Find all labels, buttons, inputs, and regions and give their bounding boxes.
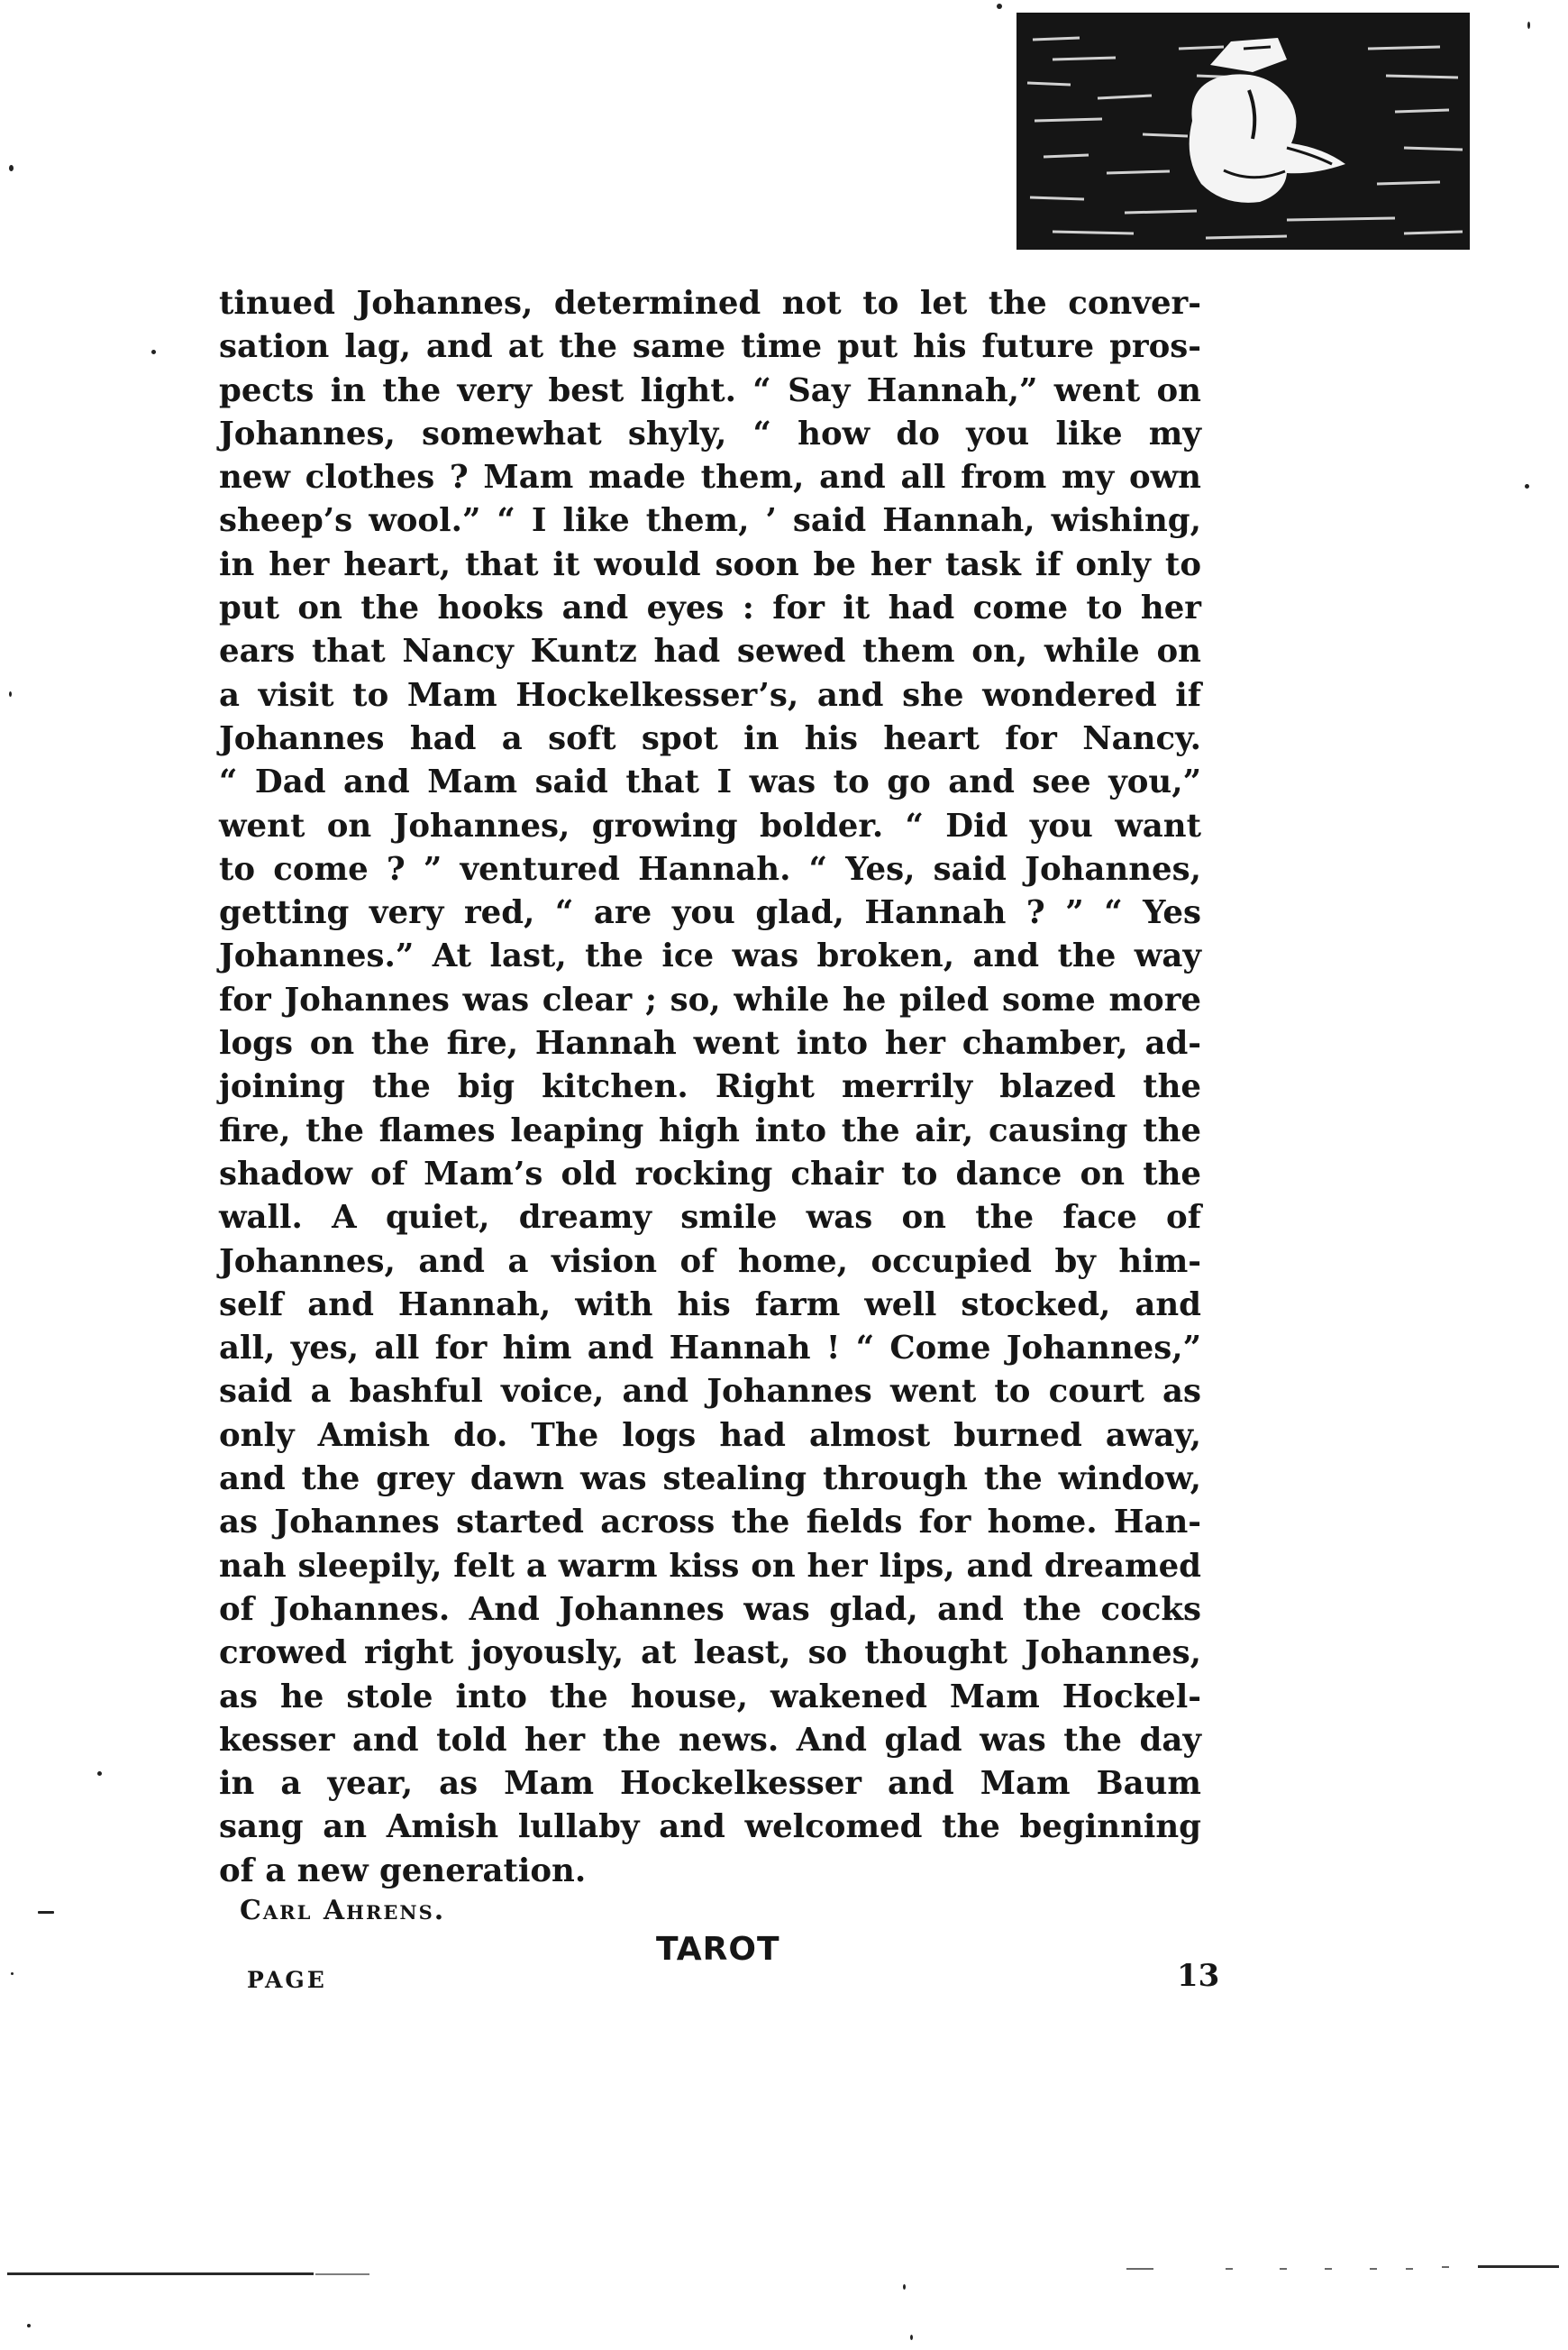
footer-page-label: PAGE — [247, 1967, 327, 1993]
scan-speck — [910, 2335, 913, 2340]
body-line: tinued Johannes, determined not to let the conver- — [219, 285, 1201, 322]
body-line: in a year, as Mam Hockelkesser and Mam Baum — [219, 1765, 1201, 1803]
body-line: sang an Amish lullaby and welcomed the beginning — [219, 1808, 1201, 1846]
woodcut-figure-icon — [1016, 13, 1470, 250]
body-line: and the grey dawn was stealing through the window, — [219, 1460, 1201, 1498]
body-line: said a bashful voice, and Johannes went to court as — [219, 1373, 1201, 1411]
footer-publication-title: TAROT — [656, 1931, 780, 1968]
scan-edge-line — [7, 2272, 314, 2275]
scan-speck — [38, 1911, 54, 1914]
scan-edge-line — [315, 2273, 369, 2275]
scan-speck — [1527, 22, 1530, 29]
body-line: pects in the very best light. “ Say Hannah,” went on — [219, 371, 1201, 409]
body-line: as he stole into the house, wakened Mam Hockel- — [219, 1678, 1201, 1715]
scan-speck — [11, 1972, 14, 1975]
scan-speck — [9, 165, 14, 171]
body-line: self and Hannah, with his farm well stocked, and — [219, 1285, 1201, 1323]
body-line: all, yes, all for him and Hannah ! “ Come Johannes,” — [219, 1330, 1201, 1367]
body-line: fire, the flames leaping high into the air, causing the — [219, 1111, 1201, 1149]
body-line: new clothes ? Mam made them, and all from my own — [219, 459, 1201, 497]
scan-speck — [997, 4, 1002, 9]
scan-edge-line — [1226, 2268, 1233, 2270]
body-line: put on the hooks and eyes : for it had come to her — [219, 590, 1201, 627]
scan-edge-line — [1478, 2265, 1559, 2268]
body-line: Johannes, and a vision of home, occupied by him- — [219, 1242, 1201, 1280]
body-line: Johannes.” At last, the ice was broken, and the way — [219, 937, 1201, 975]
body-line: sation lag, and at the same time put his future pros- — [219, 328, 1201, 366]
body-line: as Johannes started across the fields for home. Han- — [219, 1504, 1201, 1541]
woodcut-illustration — [1016, 13, 1470, 250]
body-line: kesser and told her the news. And glad was the day — [219, 1721, 1201, 1759]
body-line: nah sleepily, felt a warm kiss on her lips, and dreamed — [219, 1547, 1201, 1585]
body-line: Johannes had a soft spot in his heart for Nancy. — [219, 719, 1201, 757]
body-line: for Johannes was clear ; so, while he piled some more — [219, 981, 1201, 1019]
scan-speck — [27, 2324, 31, 2327]
body-line: a visit to Mam Hockelkesser’s, and she wondered if — [219, 676, 1201, 714]
body-line: of Johannes. And Johannes was glad, and the cocks — [219, 1590, 1201, 1628]
body-line: getting very red, “ are you glad, Hannah ? ” “ Yes — [219, 894, 1201, 932]
body-line: logs on the fire, Hannah went into her chamber, ad- — [219, 1025, 1201, 1063]
body-line: in her heart, that it would soon be her task if only to — [219, 545, 1201, 583]
body-line: went on Johannes, growing bolder. “ Did you want — [219, 807, 1201, 845]
scan-edge-line — [1280, 2268, 1287, 2270]
scan-speck — [903, 2284, 906, 2290]
scan-speck — [151, 350, 156, 354]
scan-edge-line — [1406, 2268, 1413, 2270]
body-line: Johannes, somewhat shyly, “ how do you like my — [219, 415, 1201, 453]
scan-edge-line — [1442, 2266, 1449, 2268]
footer-page-number: 13 — [1177, 1958, 1220, 1994]
body-line: crowed right joyously, at least, so thought Johannes, — [219, 1634, 1201, 1672]
body-line: only Amish do. The logs had almost burned away, — [219, 1416, 1201, 1454]
body-line: “ Dad and Mam said that I was to go and see you,” — [219, 764, 1201, 801]
scan-speck — [97, 1771, 102, 1776]
scan-edge-line — [1370, 2268, 1377, 2270]
scan-edge-line — [1126, 2268, 1153, 2270]
body-line: wall. A quiet, dreamy smile was on the face of — [219, 1199, 1201, 1237]
body-line: sheep’s wool.” “ I like them, ’ said Hannah, wishing, — [219, 502, 1201, 540]
body-line: ears that Nancy Kuntz had sewed them on, while on — [219, 633, 1201, 671]
author-signature: Carl Ahrens. — [240, 1895, 446, 1926]
article-body — [219, 282, 1201, 1893]
scan-speck — [1525, 484, 1529, 489]
scan-speck — [9, 691, 12, 697]
body-line: joining the big kitchen. Right merrily blazed the — [219, 1068, 1201, 1106]
body-line: shadow of Mam’s old rocking chair to dance on the — [219, 1155, 1201, 1193]
body-line: to come ? ” ventured Hannah. “ Yes, said Johannes, — [219, 850, 1201, 888]
body-line: of a new generation. — [219, 1852, 587, 1889]
scan-edge-line — [1325, 2268, 1332, 2270]
